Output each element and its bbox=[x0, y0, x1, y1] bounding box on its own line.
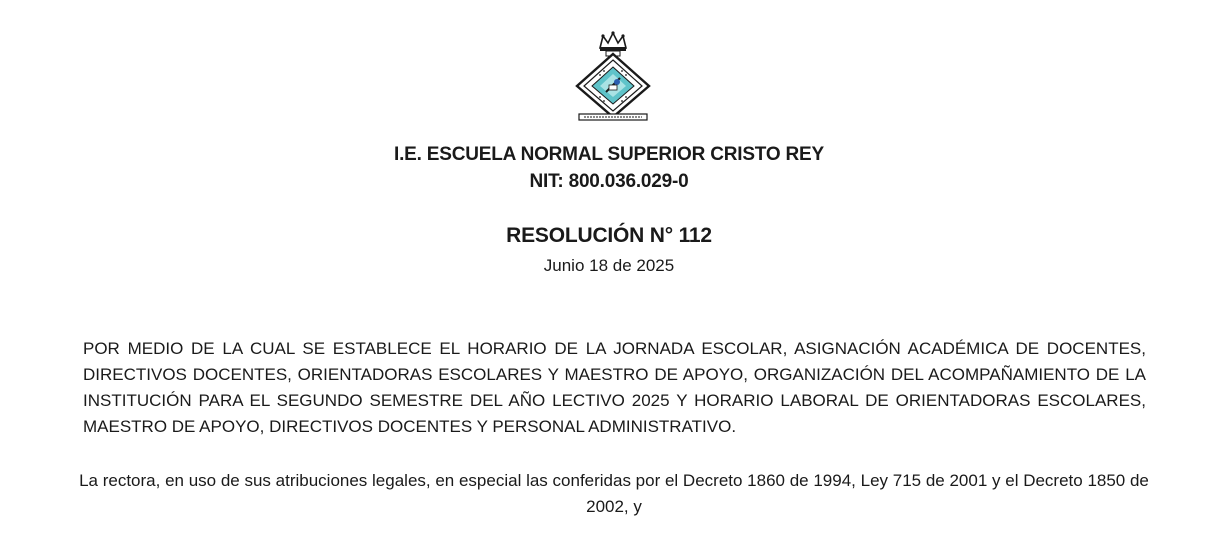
preamble-paragraph: La rectora, en uso de sus atribuciones legales, en especial las conferidas por el Decreto 1860 de 1994, Ley 715 de 2001 y el Decreto 1850 de 2002, y bbox=[79, 471, 1149, 516]
institution-name: I.E. ESCUELA NORMAL SUPERIOR CRISTO REY bbox=[394, 144, 824, 165]
school-crest-logo bbox=[570, 30, 656, 122]
institution-nit: NIT: 800.036.029-0 bbox=[529, 171, 689, 192]
resolution-date: Junio 18 de 2025 bbox=[543, 256, 675, 275]
banner-ribbon-icon bbox=[579, 114, 647, 120]
resolution-subject-paragraph: POR MEDIO DE LA CUAL SE ESTABLECE EL HORARIO DE LA JORNADA ESCOLAR, ASIGNACIÓN ACADÉMICA DE DOCENTES, DIRECTIVOS DOCENTES, ORIENTADORAS ESCOLARES Y MAESTRO DE APOYO, ORGANIZACIÓN DEL ACOMPAÑAMIENTO DE LA INSTITUCIÓN PARA EL SEGUNDO SEMESTRE DEL AÑO LECTIVO 2025 Y HORARIO LABORAL DE ORIENTADORAS ESCOLARES, MAESTRO DE APOYO, DIRECTIVOS DOCENTES Y PERSONAL ADMINISTRATIVO. bbox=[83, 339, 1146, 436]
shield-emblem-icon bbox=[577, 54, 649, 117]
crown-icon bbox=[600, 31, 626, 56]
resolution-title: RESOLUCIÓN N° 112 bbox=[506, 224, 712, 247]
